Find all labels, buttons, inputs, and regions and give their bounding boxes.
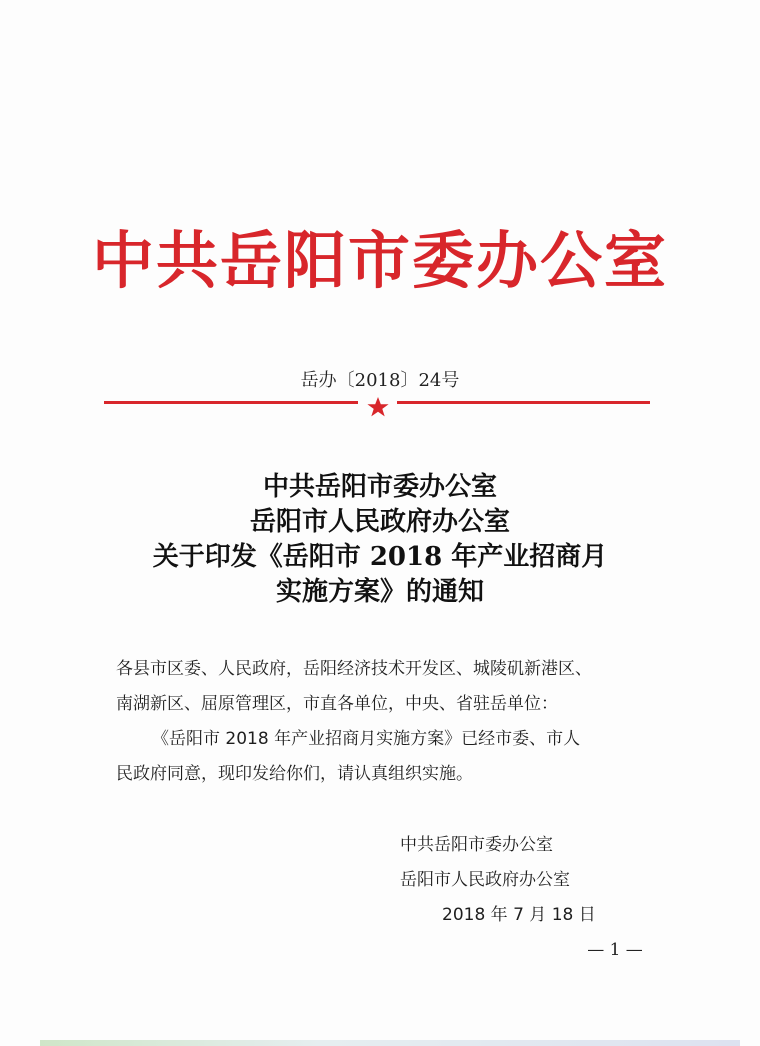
title-line: 实施方案》的通知 — [275, 577, 484, 607]
red-star-icon — [366, 396, 390, 418]
body-paragraph-line: 《岳阳市 2018 年产业招商月实施方案》已经市委、市人 — [152, 729, 581, 749]
signature-block — [400, 828, 620, 933]
notice-title — [0, 470, 760, 610]
recipients-line: 南湖新区、屈原管理区，市直各单位，中央、省驻岳单位： — [116, 694, 558, 714]
title-line: 关于印发《岳阳市 2018 年产业招商月 — [152, 542, 608, 572]
title-line: 中共岳阳市委办公室 — [262, 472, 497, 502]
red-divider-left — [104, 401, 358, 404]
title-line: 岳阳市人民政府办公室 — [249, 507, 510, 537]
body-paragraph-line: 民政府同意，现印发给你们，请认真组织实施。 — [116, 764, 473, 784]
recipients-line: 各县市区委、人民政府，岳阳经济技术开发区、城陵矶新港区、 — [116, 659, 592, 679]
signature-org: 中共岳阳市委办公室 — [400, 835, 553, 855]
page-number: — 1 — — [587, 940, 643, 960]
signature-org: 岳阳市人民政府办公室 — [400, 870, 570, 890]
document-number: 岳办〔2018〕24号 — [300, 370, 460, 391]
signature-date: 2018 年 7 月 18 日 — [442, 905, 596, 925]
red-divider-right — [397, 401, 650, 404]
notice-body — [116, 652, 652, 792]
scan-edge — [40, 1040, 740, 1046]
masthead-title: 中共岳阳市委办公室 — [91, 224, 668, 297]
